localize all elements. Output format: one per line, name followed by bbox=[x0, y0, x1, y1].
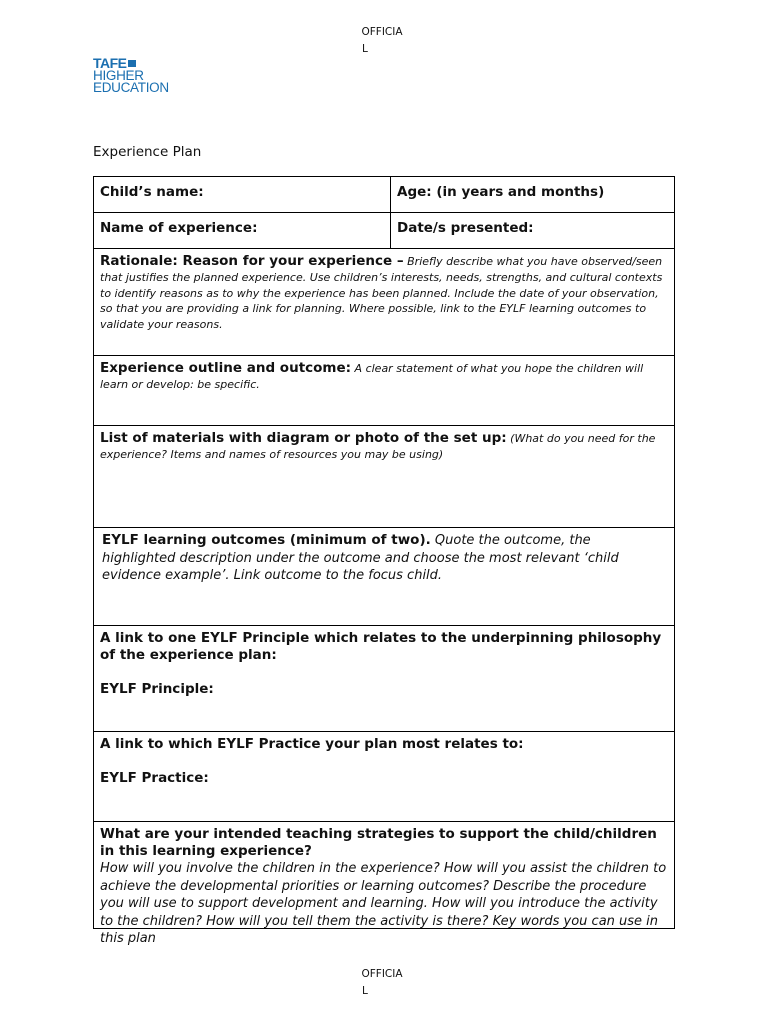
row-teaching-strategies bbox=[94, 822, 674, 946]
child-name-cell[interactable] bbox=[94, 177, 391, 212]
age-cell[interactable] bbox=[391, 177, 674, 212]
classification-line-1: OFFICIA bbox=[361, 26, 403, 38]
row-eylf-principle bbox=[94, 626, 674, 732]
experience-name-label: Name of experience: bbox=[100, 220, 258, 236]
logo-line-2: HIGHER bbox=[93, 68, 144, 83]
row-rationale bbox=[94, 249, 674, 356]
materials-hint: (What do you need for the experience? Items and names of resources you may be using) bbox=[100, 432, 656, 461]
row-child-age bbox=[94, 177, 674, 213]
eylf-principle-cell[interactable] bbox=[94, 626, 674, 731]
eylf-outcomes-hint: Quote the outcome, the highlighted description under the outcome and choose the most relevant ‘child evidence example’. Link outcome to the focus child. bbox=[102, 533, 619, 583]
document-title: Experience Plan bbox=[93, 144, 202, 160]
experience-name-cell[interactable] bbox=[94, 213, 391, 248]
eylf-principle-heading: A link to one EYLF Principle which relates to the underpinning philosophy of the experience plan: bbox=[100, 630, 662, 663]
tafe-logo bbox=[93, 57, 177, 95]
eylf-outcomes-label: EYLF learning outcomes (minimum of two). bbox=[102, 532, 431, 548]
classification-line-2: L bbox=[362, 43, 368, 55]
outline-cell[interactable] bbox=[94, 356, 674, 425]
classification-line-2: L bbox=[362, 985, 368, 997]
eylf-outcomes-cell[interactable] bbox=[94, 528, 674, 625]
materials-label: List of materials with diagram or photo of the set up: bbox=[100, 430, 507, 446]
age-label: Age: (in years and months) bbox=[397, 184, 605, 200]
eylf-practice-label: EYLF Practice: bbox=[100, 770, 209, 786]
rationale-cell[interactable] bbox=[94, 249, 674, 355]
logo-line-1: TAFE bbox=[93, 55, 127, 71]
materials-cell[interactable] bbox=[94, 426, 674, 527]
rationale-hint: Briefly describe what you have observed/seen that justifies the planned experience. Use children’s interests, needs, strengths, and cultural contexts to identify reasons as to why the experience has been planned. Include the date of your observation, so that you are providing a link for planning. Where possible, link to the EYLF learning outcomes to validate your reasons. bbox=[100, 255, 663, 331]
nsw-mark-icon bbox=[128, 60, 136, 67]
row-outline bbox=[94, 356, 674, 426]
outline-label: Experience outline and outcome: bbox=[100, 360, 352, 376]
teaching-strategies-heading: What are your intended teaching strategies to support the child/children in this learning experience? bbox=[100, 826, 657, 859]
header-classification-label bbox=[344, 24, 420, 58]
experience-plan-form bbox=[93, 176, 675, 946]
eylf-principle-label: EYLF Principle: bbox=[100, 681, 214, 697]
logo-line-3: EDUCATION bbox=[93, 80, 169, 95]
child-name-label: Child’s name: bbox=[100, 184, 204, 200]
row-experience-dates bbox=[94, 213, 674, 249]
eylf-practice-cell[interactable] bbox=[94, 732, 674, 821]
classification-line-1: OFFICIA bbox=[361, 968, 403, 980]
teaching-strategies-hint: How will you involve the children in the experience? How will you assist the children to achieve the developmental priorities or learning outcomes? Describe the procedure you will use to support development and learning. How will you introduce the activity to the children? How will you tell them the activity is there? Key words you can use in this plan bbox=[100, 861, 667, 946]
dates-label: Date/s presented: bbox=[397, 220, 534, 236]
dates-cell[interactable] bbox=[391, 213, 674, 248]
row-eylf-practice bbox=[94, 732, 674, 822]
rationale-label: Rationale: Reason for your experience – bbox=[100, 253, 404, 269]
row-eylf-outcomes bbox=[94, 528, 674, 626]
footer-classification-label bbox=[344, 966, 420, 1000]
row-materials bbox=[94, 426, 674, 528]
teaching-strategies-cell[interactable] bbox=[94, 822, 674, 946]
outline-hint: A clear statement of what you hope the children will learn or develop: be specific. bbox=[100, 362, 644, 391]
eylf-practice-heading: A link to which EYLF Practice your plan most relates to: bbox=[100, 736, 524, 752]
